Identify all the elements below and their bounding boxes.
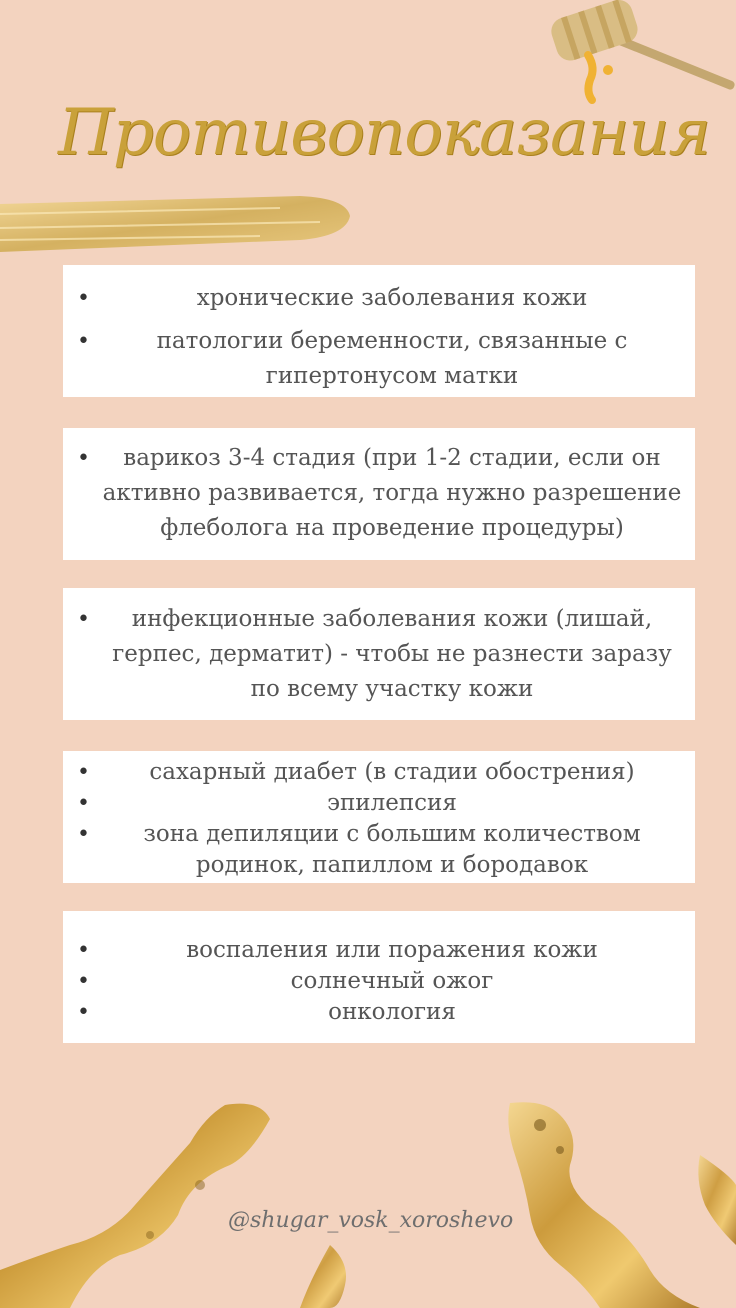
list-item: • зона депиляции с большим количеством родинок, папиллом и бородавок xyxy=(71,819,687,881)
list-item: • эпилепсия xyxy=(71,788,687,819)
instagram-handle: @shugar_vosk_xoroshevo xyxy=(228,1208,514,1233)
contraindication-card-1 xyxy=(63,265,695,397)
honey-dipper-icon xyxy=(546,0,736,110)
list-item: • солнечный ожог xyxy=(71,966,687,997)
contraindication-list xyxy=(71,602,687,707)
contraindication-card-5 xyxy=(63,911,695,1043)
contraindication-card-4 xyxy=(63,751,695,883)
list-item: • воспаления или поражения кожи xyxy=(71,935,687,966)
contraindication-card-2 xyxy=(63,428,695,560)
list-item: • онкология xyxy=(71,997,687,1028)
gold-brush-stroke xyxy=(0,190,360,270)
gold-foil-decoration xyxy=(0,1095,736,1308)
list-item: • патологии беременности, связанные с гипертонусом матки xyxy=(71,324,687,394)
contraindication-list xyxy=(71,935,687,1028)
contraindication-card-3 xyxy=(63,588,695,720)
contraindication-list xyxy=(71,281,687,394)
list-item: • инфекционные заболевания кожи (лишай, герпес, дерматит) - чтобы не разнести заразу по всему участку кожи xyxy=(71,602,687,707)
page-title: Противопоказания xyxy=(58,96,710,170)
contraindication-list xyxy=(71,757,687,881)
contraindication-list xyxy=(71,441,687,546)
list-item: • хронические заболевания кожи xyxy=(71,281,687,316)
list-item: • сахарный диабет (в стадии обострения) xyxy=(71,757,687,788)
list-item: • варикоз 3-4 стадия (при 1-2 стадии, если он активно развивается, тогда нужно разрешение флеболога на проведение процедуры) xyxy=(71,441,687,546)
